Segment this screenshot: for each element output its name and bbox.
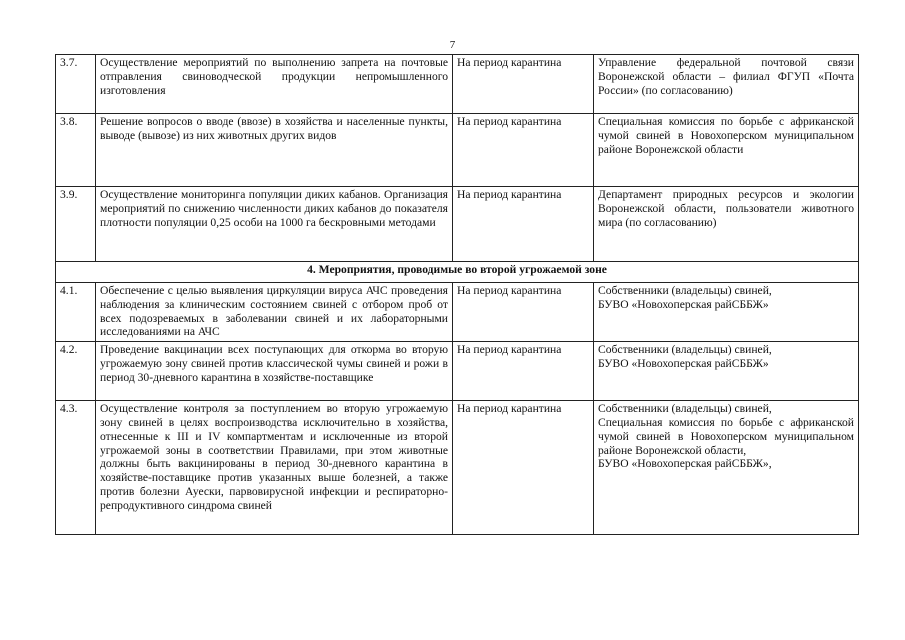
- row-number: 3.7.: [56, 55, 96, 114]
- responsible-line: Управление федеральной почтовой связи Воронежской области – филиал ФГУП «Почта России» (по согласованию): [598, 56, 854, 97]
- responsible-line: Собственники (владельцы) свиней,: [598, 402, 772, 416]
- row-number: 4.1.: [56, 283, 96, 342]
- responsible-line: БУВО «Новохоперская райСББЖ»,: [598, 457, 772, 471]
- term-cell: На период карантина: [453, 114, 594, 187]
- term-cell: На период карантина: [453, 55, 594, 114]
- table-row: [56, 401, 859, 535]
- measure-cell: Осуществление мероприятий по выполнению запрета на почтовые отправления свиноводческой продукции непромышленного изготовления: [96, 55, 453, 114]
- row-number: 3.9.: [56, 187, 96, 262]
- row-number: 4.3.: [56, 401, 96, 535]
- page-number: 7: [449, 39, 456, 51]
- table-row: [56, 114, 859, 187]
- table-row: [56, 187, 859, 262]
- responsible-line: Собственники (владельцы) свиней,: [598, 284, 772, 297]
- measure-cell: Проведение вакцинации всех поступающих для откорма во вторую угрожаемую зону свиней против классической чумы свиней и рожи в период 30-дневного карантина в хозяйстве-поставщике: [96, 342, 453, 401]
- responsible-line: Собственники (владельцы) свиней,: [598, 343, 772, 357]
- term-cell: На период карантина: [453, 342, 594, 401]
- responsible-cell: [594, 114, 859, 187]
- table-row: [56, 55, 859, 114]
- measures-table: [55, 54, 859, 535]
- section-row: [56, 262, 859, 283]
- responsible-cell: [594, 187, 859, 262]
- responsible-cell: [594, 55, 859, 114]
- term-cell: На период карантина: [453, 401, 594, 535]
- responsible-cell: [594, 342, 859, 401]
- responsible-line: БУВО «Новохоперская райСББЖ»: [598, 356, 769, 370]
- table-row: [56, 342, 859, 401]
- measure-cell: Осуществление мониторинга популяции диких кабанов. Организация мероприятий по снижению численности диких кабанов до показателя плотности популяции 0,25 особи на 1000 га бескровными методами: [96, 187, 453, 262]
- measure-cell: Осуществление контроля за поступлением во вторую угрожаемую зону свиней в целях воспроизводства исключительно в хозяйства, отнесенные к III и IV компартментам и исключенные из второй угрожаемой зоны в соответствии Правилами, при этом животные должны быть вакцинированы в период 30-дневного карантина в хозяйстве-поставщике против указанных выше болезней, а также против болезни Ауески, парвовирусной инфекции и респираторно-репродуктивного синдрома свиней: [96, 401, 453, 535]
- responsible-cell: [594, 401, 859, 535]
- term-cell: На период карантина: [453, 283, 594, 342]
- responsible-line: Специальная комиссия по борьбе с африканской чумой свиней в Новохоперском муниципальном районе Воронежской области,: [598, 415, 854, 457]
- measure-cell: Решение вопросов о вводе (ввозе) в хозяйства и населенные пункты, выводе (вывозе) из них животных других видов: [96, 114, 453, 187]
- responsible-line: Специальная комиссия по борьбе с африканской чумой свиней в Новохоперском муниципальном районе Воронежской области: [598, 115, 854, 156]
- row-number: 3.8.: [56, 114, 96, 187]
- responsible-cell: [594, 283, 859, 342]
- row-number: 4.2.: [56, 342, 96, 401]
- measure-cell: Обеспечение с целью выявления циркуляции вируса АЧС проведения наблюдения за клиническим состоянием свиней с отбором проб от всех подозреваемых в заболевании свиней и их лабораторными исследованиями на АЧС: [96, 283, 453, 342]
- responsible-line: БУВО «Новохоперская райСББЖ»: [598, 297, 769, 311]
- section-title: 4. Мероприятия, проводимые во второй угрожаемой зоне: [56, 262, 859, 283]
- term-cell: На период карантина: [453, 187, 594, 262]
- responsible-line: Департамент природных ресурсов и экологии Воронежской области, пользователи животного мира (по согласованию): [598, 188, 854, 229]
- table-row: [56, 283, 859, 342]
